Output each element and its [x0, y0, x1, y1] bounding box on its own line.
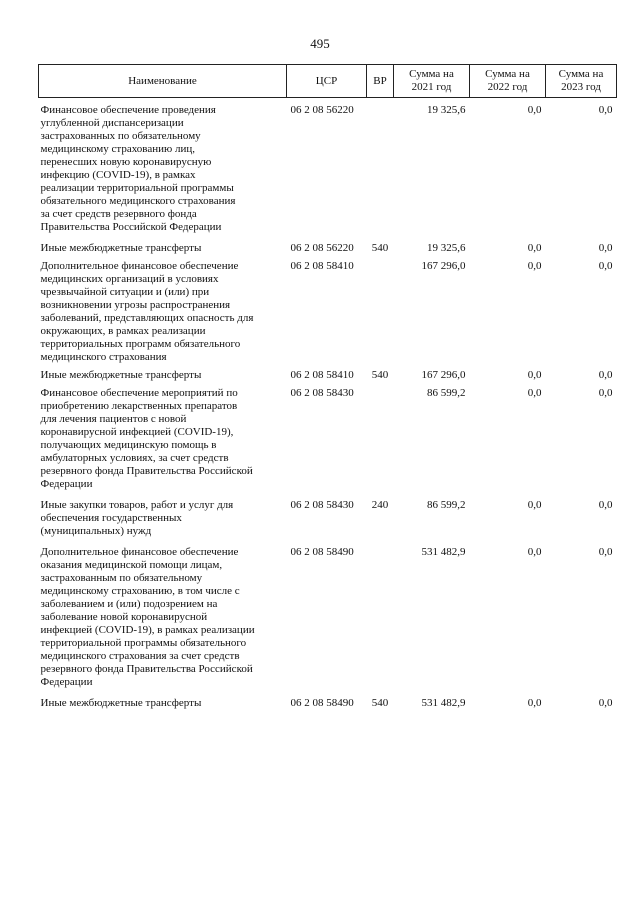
table-header — [39, 65, 617, 98]
header-csr: ЦСР — [287, 65, 367, 98]
cell-vr: 540 — [371, 697, 389, 709]
cell-sum-2023: 0,0 — [598, 387, 613, 399]
cell-csr: 06 2 08 56220 — [290, 104, 354, 116]
cell-sum-2021: 531 482,9 — [421, 546, 466, 558]
cell-sum-2022: 0,0 — [527, 499, 542, 511]
cell-vr: 540 — [371, 242, 389, 254]
header-sum-2022: Сумма на 2022 год — [470, 65, 546, 98]
cell-vr — [367, 257, 394, 366]
cell-csr: 06 2 08 58430 — [290, 387, 354, 399]
cell-vr: 540 — [371, 369, 389, 381]
cell-name: Финансовое обеспечение проведения углубленной диспансеризации застрахованных по обязательному медицинскому страхованию лиц, перенесших новую коронавирусную инфекцию (COVID-19), в рамках реализации территориальной программы обязательного медицинского страхования за счет средств резервного фонда Правительства Российской Федерации — [40, 104, 236, 233]
cell-sum-2021: 86 599,2 — [427, 387, 466, 399]
table-row — [39, 366, 617, 384]
cell-vr — [367, 384, 394, 493]
cell-name: Дополнительное финансовое обеспечение оказания медицинской помощи лицам, застрахованным по обязательному медицинскому страхованию, в том числе с заболеванием и (или) подозрением на заболевание новой коронавирусной инфекцией (COVID-19), в рамках реализации территориальной программы обязательного медицинского страхования за счет средств резервного фонда Правительства Российской Федерации — [40, 546, 255, 688]
cell-sum-2023: 0,0 — [598, 499, 613, 511]
cell-csr: 06 2 08 58410 — [290, 260, 354, 272]
cell-sum-2022: 0,0 — [527, 697, 542, 709]
header-sum-2021: Сумма на 2021 год — [394, 65, 470, 98]
cell-name: Иные межбюджетные трансферты — [40, 369, 202, 381]
cell-name: Иные закупки товаров, работ и услуг для обеспечения государственных (муниципальных) нужд — [40, 499, 234, 537]
cell-csr: 06 2 08 58490 — [290, 546, 354, 558]
cell-sum-2023: 0,0 — [598, 104, 613, 116]
cell-name: Дополнительное финансовое обеспечение медицинских организаций в условиях чрезвычайной ситуации и (или) при возникновении угрозы распространения заболеваний, представляющих опасность для окружающих, в рамках реализации территориальных программ обязательного медицинского страхования — [40, 260, 254, 363]
cell-name: Финансовое обеспечение мероприятий по приобретению лекарственных препаратов для лечения пациентов с новой коронавирусной инфекцией (COVID-19), получающих медицинскую помощь в амбулаторных условиях, за счет средств резервного фонда Правительства Российской Федерации — [40, 387, 253, 490]
cell-name: Иные межбюджетные трансферты — [40, 242, 202, 254]
cell-csr: 06 2 08 58490 — [290, 697, 354, 709]
page-number: 495 — [310, 36, 330, 51]
table-row — [39, 691, 617, 712]
table-row — [39, 493, 617, 540]
cell-sum-2022: 0,0 — [527, 546, 542, 558]
cell-vr — [367, 98, 394, 237]
table-row — [39, 98, 617, 237]
header-vr: ВР — [367, 65, 394, 98]
cell-sum-2022: 0,0 — [527, 369, 542, 381]
cell-sum-2023: 0,0 — [598, 697, 613, 709]
cell-csr: 06 2 08 56220 — [290, 242, 354, 254]
cell-sum-2021: 19 325,6 — [427, 104, 466, 116]
cell-vr — [367, 540, 394, 691]
cell-vr: 240 — [371, 499, 389, 511]
cell-sum-2021: 167 296,0 — [421, 260, 466, 272]
cell-sum-2022: 0,0 — [527, 260, 542, 272]
cell-sum-2021: 19 325,6 — [427, 242, 466, 254]
cell-csr: 06 2 08 58410 — [290, 369, 354, 381]
cell-sum-2021: 167 296,0 — [421, 369, 466, 381]
header-name: Наименование — [39, 65, 287, 98]
table-row — [39, 540, 617, 691]
table-row — [39, 257, 617, 366]
cell-sum-2021: 531 482,9 — [421, 697, 466, 709]
cell-sum-2023: 0,0 — [598, 242, 613, 254]
budget-table — [38, 64, 617, 712]
cell-sum-2021: 86 599,2 — [427, 499, 466, 511]
table-row — [39, 236, 617, 257]
cell-sum-2022: 0,0 — [527, 242, 542, 254]
table-row — [39, 384, 617, 493]
cell-csr: 06 2 08 58430 — [290, 499, 354, 511]
cell-sum-2022: 0,0 — [527, 387, 542, 399]
cell-sum-2022: 0,0 — [527, 104, 542, 116]
cell-name: Иные межбюджетные трансферты — [40, 697, 202, 709]
cell-sum-2023: 0,0 — [598, 260, 613, 272]
cell-sum-2023: 0,0 — [598, 369, 613, 381]
header-sum-2023: Сумма на 2023 год — [546, 65, 617, 98]
cell-sum-2023: 0,0 — [598, 546, 613, 558]
table-body — [39, 98, 617, 713]
